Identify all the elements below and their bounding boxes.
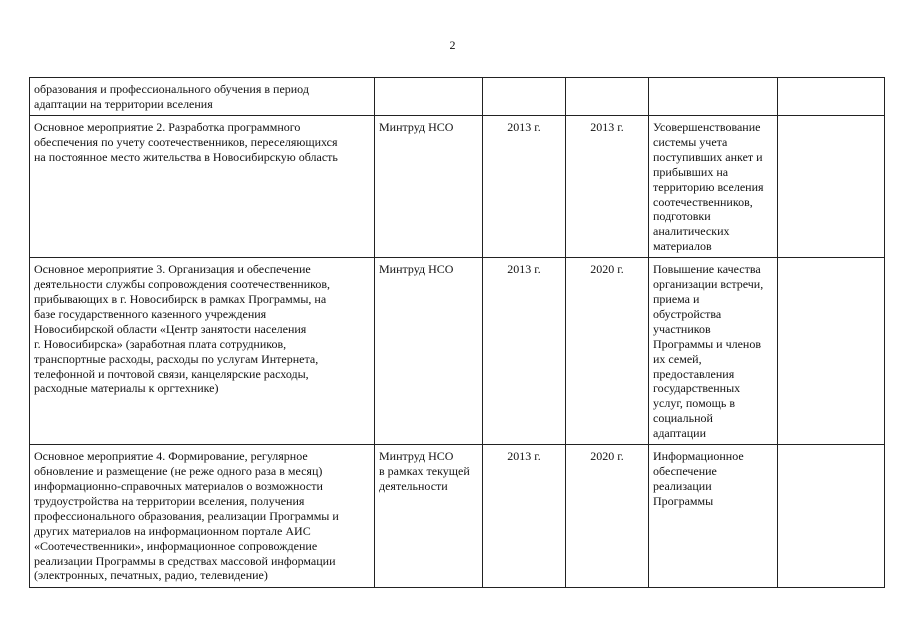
end-year-cell: 2013 г. <box>566 116 649 258</box>
measures-table <box>29 77 885 588</box>
start-year-cell: 2013 г. <box>483 258 566 445</box>
expected-result-cell: Усовершенствование системы учета поступивших анкет и прибывших на территорию вселения соотечественников, подготовки аналитических материалов <box>649 116 778 258</box>
table-row <box>30 258 885 445</box>
measure-description-cell: образования и профессионального обучения в период адаптации на территории вселения <box>30 78 375 116</box>
start-year-cell: 2013 г. <box>483 445 566 588</box>
extra-cell <box>778 78 885 116</box>
end-year-cell: 2020 г. <box>566 445 649 588</box>
end-year-cell <box>566 78 649 116</box>
executor-cell: Минтруд НСО <box>375 116 483 258</box>
table-row <box>30 116 885 258</box>
measure-description-cell: Основное мероприятие 3. Организация и обеспечение деятельности службы сопровождения соотечественников, прибывающих в г. Новосибирск в рамках Программы, на базе государственного казенного учреждения Новосибирской области «Центр занятости населения г. Новосибирска» (заработная плата сотрудников, транспортные расходы, расходы по услугам Интернета, телефонной и почтовой связи, канцелярские расходы, расходные материалы к оргтехнике) <box>30 258 375 445</box>
start-year-cell <box>483 78 566 116</box>
table-row <box>30 445 885 588</box>
extra-cell <box>778 445 885 588</box>
measure-description-cell: Основное мероприятие 4. Формирование, регулярное обновление и размещение (не реже одного раза в месяц) информационно-справочных материалов о возможности трудоустройства на территории вселения, получения профессионального образования, реализации Программы и других материалов на информационном портале АИС «Соотечественники», информационное сопровождение реализации Программы в средствах массовой информации (электронных, печатных, радио, телевидение) <box>30 445 375 588</box>
page-number: 2 <box>449 38 456 52</box>
end-year-cell: 2020 г. <box>566 258 649 445</box>
expected-result-cell <box>649 78 778 116</box>
expected-result-cell: Информационное обеспечение реализации Программы <box>649 445 778 588</box>
expected-result-cell: Повышение качества организации встречи, приема и обустройства участников Программы и членов их семей, предоставления государственных услуг, помощь в социальной адаптации <box>649 258 778 445</box>
measure-description-cell: Основное мероприятие 2. Разработка программного обеспечения по учету соотечественников, переселяющихся на постоянное место жительства в Новосибирскую область <box>30 116 375 258</box>
executor-cell <box>375 78 483 116</box>
executor-cell: Минтруд НСО <box>375 258 483 445</box>
table-row <box>30 78 885 116</box>
extra-cell <box>778 258 885 445</box>
extra-cell <box>778 116 885 258</box>
executor-cell: Минтруд НСО в рамках текущей деятельности <box>375 445 483 588</box>
start-year-cell: 2013 г. <box>483 116 566 258</box>
